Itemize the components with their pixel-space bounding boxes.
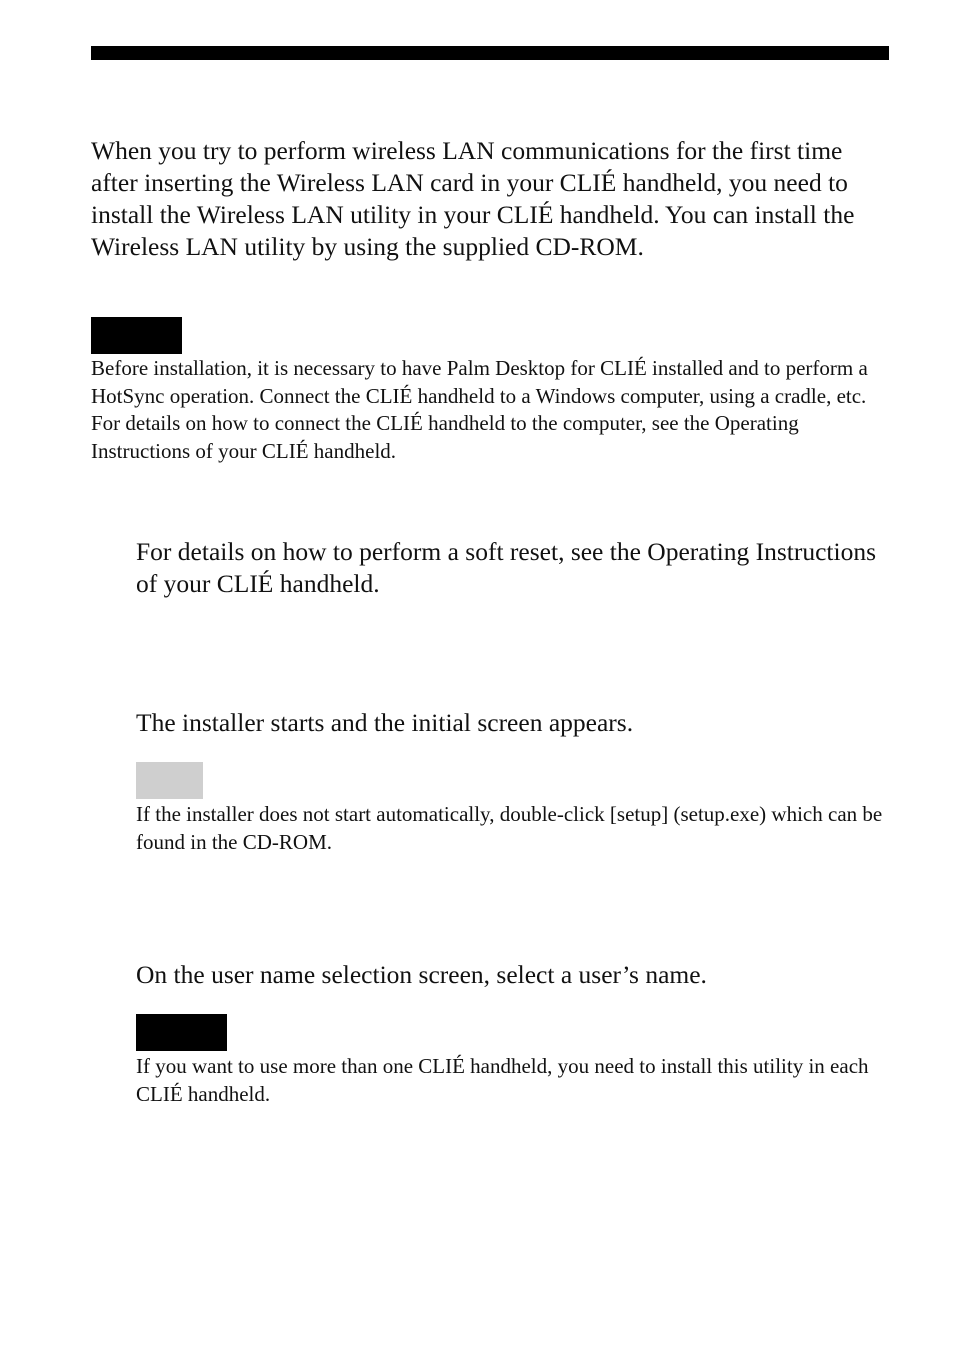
step1-soft-reset-text: For details on how to perform a soft reset, see the Operating Instructions of your CLIÉ handheld. [136, 537, 877, 598]
step3-user-name-text: On the user name selection screen, select a user’s name. [136, 960, 707, 989]
step2-installer-text: The installer starts and the initial screen appears. [136, 708, 634, 737]
step2-installer-note: If the installer does not start automatically, double-click [setup] (setup.exe) which can be found in the CD-ROM. [136, 802, 883, 854]
step3-multiple-handheld-note: If you want to use more than one CLIÉ handheld, you need to install this utility in each CLIÉ handheld. [136, 1054, 869, 1106]
note-before-installation: Before installation, it is necessary to have Palm Desktop for CLIÉ installed and to perform a HotSync operation. Connect the CLIÉ handheld to a Windows computer, using a cradle, etc. For details on how to connect the CLIÉ handheld to the computer, see the Operating Instructions of your CLIÉ handheld. [91, 356, 868, 463]
note-label-box-2 [136, 1014, 227, 1051]
intro-paragraph: When you try to perform wireless LAN communications for the first time after inserting the Wireless LAN card in your CLIÉ handheld, you need to install the Wireless LAN utility in your CLIÉ handheld. You can install the Wireless LAN utility by using the supplied CD-ROM. [91, 136, 855, 261]
header-rule [91, 46, 889, 60]
hint-label-box [136, 762, 203, 799]
note-label-box [91, 317, 182, 354]
